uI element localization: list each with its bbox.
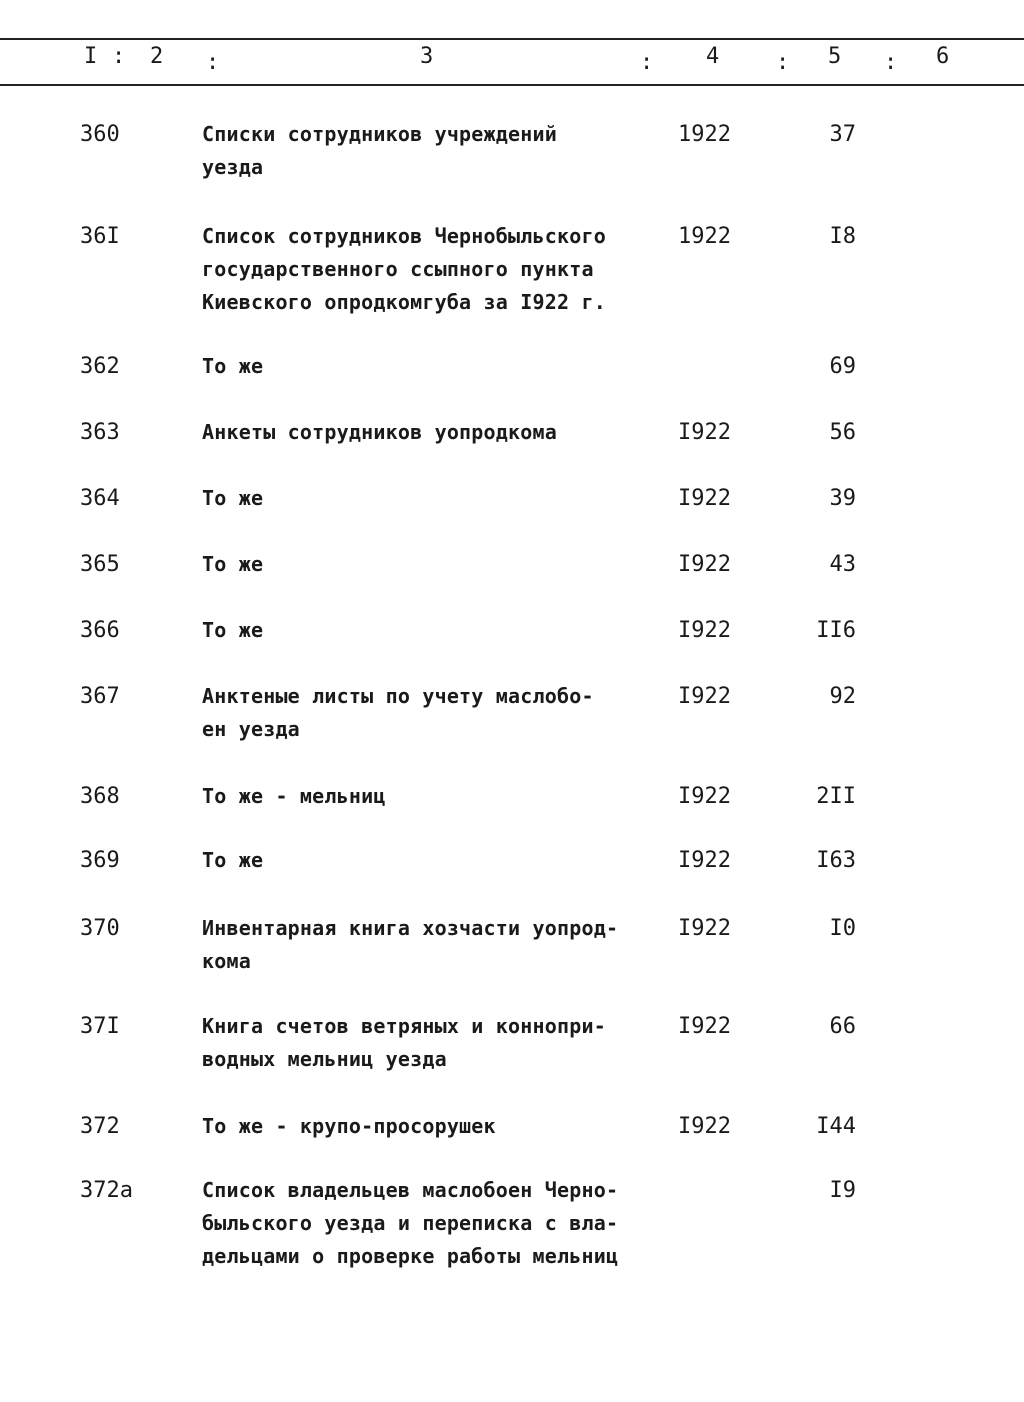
item-title: Инвентарная книга хозчасти уопрод- кома bbox=[202, 916, 619, 973]
header-sep: : bbox=[640, 50, 654, 75]
item-sheet-count: I0 bbox=[829, 916, 856, 941]
item-sheet-count: I44 bbox=[816, 1114, 856, 1139]
header-sep: : bbox=[206, 50, 220, 75]
item-sheet-count: I63 bbox=[816, 848, 856, 873]
item-number: 372а bbox=[80, 1178, 133, 1203]
item-year: I922 bbox=[678, 1014, 731, 1039]
header-col-6: 6 bbox=[936, 44, 950, 69]
item-number: 360 bbox=[80, 122, 120, 147]
item-year: 1922 bbox=[678, 224, 731, 249]
header-sep: : bbox=[884, 50, 898, 75]
item-title: То же - крупо-просорушек bbox=[202, 1114, 496, 1138]
item-sheet-count: 56 bbox=[829, 420, 856, 445]
header-col-4: 4 bbox=[706, 44, 720, 69]
item-year: I922 bbox=[678, 486, 731, 511]
item-title: То же bbox=[202, 486, 264, 510]
item-title: Анктеные листы по учету маслобо- ен уезда bbox=[202, 684, 594, 741]
item-sheet-count: 92 bbox=[829, 684, 856, 709]
item-year: I922 bbox=[678, 552, 731, 577]
item-year: I922 bbox=[678, 618, 731, 643]
header-sep: : bbox=[776, 50, 790, 75]
item-number: 367 bbox=[80, 684, 120, 709]
item-sheet-count: 37 bbox=[829, 122, 856, 147]
item-title: То же - мельниц bbox=[202, 784, 386, 808]
item-year: I922 bbox=[678, 916, 731, 941]
item-year: I922 bbox=[678, 784, 731, 809]
item-number: 368 bbox=[80, 784, 120, 809]
item-title: Анкеты сотрудников уопродкома bbox=[202, 420, 557, 444]
item-number: 37I bbox=[80, 1014, 120, 1039]
header-col-3: 3 bbox=[420, 44, 434, 69]
item-sheet-count: I9 bbox=[829, 1178, 856, 1203]
header-top-rule bbox=[0, 38, 1024, 40]
item-sheet-count: 69 bbox=[829, 354, 856, 379]
item-year: I922 bbox=[678, 848, 731, 873]
item-sheet-count: 66 bbox=[829, 1014, 856, 1039]
item-year: I922 bbox=[678, 684, 731, 709]
item-number: 362 bbox=[80, 354, 120, 379]
item-sheet-count: I8 bbox=[829, 224, 856, 249]
item-number: 372 bbox=[80, 1114, 120, 1139]
item-number: 370 bbox=[80, 916, 120, 941]
item-title: Список сотрудников Чернобыльского государственного ссыпного пункта Киевского опродкомгуба за I922 г. bbox=[202, 224, 606, 314]
item-sheet-count: II6 bbox=[816, 618, 856, 643]
item-number: 366 bbox=[80, 618, 120, 643]
item-title: Списки сотрудников учреждений уезда bbox=[202, 122, 557, 179]
item-title: То же bbox=[202, 848, 264, 872]
item-number: 369 bbox=[80, 848, 120, 873]
item-number: 36I bbox=[80, 224, 120, 249]
header-col-1: I bbox=[84, 44, 98, 69]
item-number: 365 bbox=[80, 552, 120, 577]
item-title: То же bbox=[202, 354, 264, 378]
item-title: Книга счетов ветряных и коннопри- водных мельниц уезда bbox=[202, 1014, 606, 1071]
item-sheet-count: 2II bbox=[816, 784, 856, 809]
item-title: То же bbox=[202, 618, 264, 642]
item-year: I922 bbox=[678, 1114, 731, 1139]
item-sheet-count: 43 bbox=[829, 552, 856, 577]
header-sep: : bbox=[112, 44, 126, 69]
item-title: То же bbox=[202, 552, 264, 576]
header-bottom-rule bbox=[0, 84, 1024, 86]
item-number: 364 bbox=[80, 486, 120, 511]
item-year: 1922 bbox=[678, 122, 731, 147]
item-number: 363 bbox=[80, 420, 120, 445]
item-sheet-count: 39 bbox=[829, 486, 856, 511]
item-year: I922 bbox=[678, 420, 731, 445]
header-col-2: 2 bbox=[150, 44, 164, 69]
header-col-5: 5 bbox=[828, 44, 842, 69]
item-title: Список владельцев маслобоен Черно- быльского уезда и переписка с вла- дельцами о проверке работы мельниц bbox=[202, 1178, 619, 1268]
